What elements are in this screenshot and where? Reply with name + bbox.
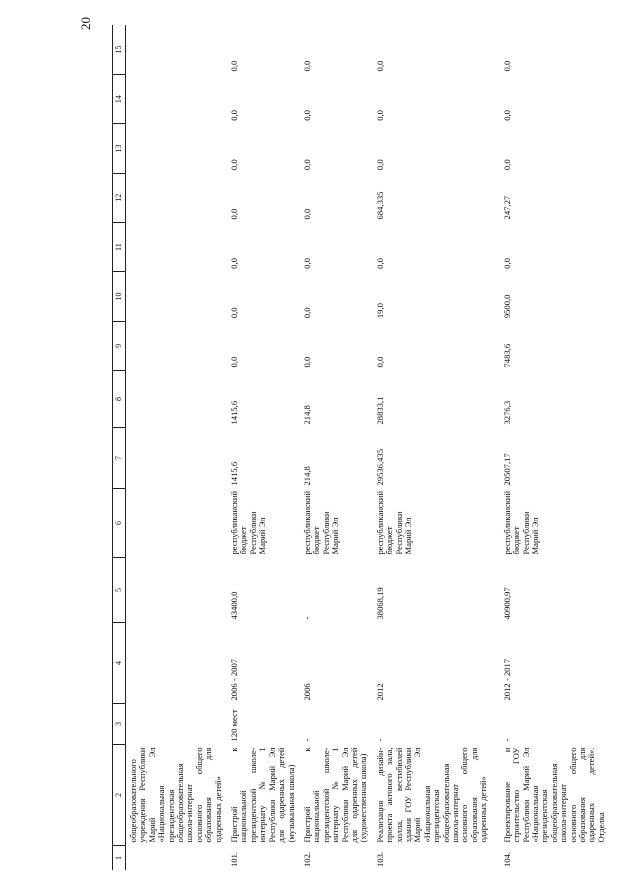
funding-source <box>126 489 228 558</box>
value-cell: 0,0 <box>229 356 240 368</box>
value-cell: 0,0 <box>374 60 385 72</box>
value-cell: 0,0 <box>229 60 240 72</box>
period <box>126 623 228 704</box>
value-cell <box>126 272 228 321</box>
header-cell: 8 <box>113 371 126 428</box>
object-name: Пристрой к национальной президентской школе-интернату № 1 Республики Марий Эл для одаренных детей (музыкальная школа) <box>229 747 296 843</box>
table-row <box>373 25 500 870</box>
value-cell: 1415,6 <box>229 461 240 486</box>
value-cell: 29536,435 <box>374 448 385 486</box>
value-cell <box>126 124 228 173</box>
object-name: Реализация дизайн-проекта актового зала, холла, вестибюлей здания ГОУ Республики Марий Эл «Национальная президентская общеобразовательная школа-интернат основного общего образования для одаренных детей» <box>374 747 489 843</box>
table-row <box>500 25 617 870</box>
header-cell: 6 <box>113 489 126 558</box>
value-cell: 0,0 <box>229 258 240 269</box>
rotated-table-container <box>112 25 606 870</box>
value-cell: 0,0 <box>501 258 512 269</box>
header-cell: 3 <box>113 704 126 745</box>
value-cell <box>126 428 228 489</box>
value-cell: 0,0 <box>501 60 512 72</box>
value-cell: 19,0 <box>374 303 385 319</box>
value-cell: 0,0 <box>501 110 512 121</box>
row-number: 103. <box>374 851 385 867</box>
value-cell: 1415,6 <box>229 400 240 425</box>
value-cell <box>126 371 228 428</box>
value-cell <box>126 173 228 222</box>
value-cell: 0,0 <box>229 110 240 121</box>
header-cell: 9 <box>113 321 126 370</box>
value-cell: 214,8 <box>301 466 312 486</box>
value-cell <box>126 74 228 123</box>
funding-source: республиканский бюджет Республики Марий Эл <box>301 490 341 555</box>
page-number: 20 <box>78 17 93 30</box>
period: 2006 <box>301 683 312 701</box>
header-cell: 2 <box>113 745 126 846</box>
cost: 43400,0 <box>229 591 240 620</box>
row-number: 102. <box>301 851 312 867</box>
value-cell: 0,0 <box>229 208 240 220</box>
funding-source: республиканский бюджет Республики Марий Эл <box>501 490 540 555</box>
value-cell: 0,0 <box>301 159 312 171</box>
period: 2012 - 2017 <box>501 658 512 701</box>
value-cell: 0,0 <box>301 110 312 121</box>
value-cell: 0,0 <box>301 307 312 319</box>
value-cell: 0,0 <box>229 159 240 171</box>
value-cell: 28833,1 <box>374 396 385 425</box>
cost: 40900,97 <box>501 587 512 620</box>
table-row <box>126 25 228 870</box>
value-cell: 0,0 <box>374 110 385 121</box>
value-cell: 684,335 <box>374 191 385 220</box>
capacity: - <box>374 738 385 742</box>
table-row <box>300 25 373 870</box>
value-cell: 0,0 <box>374 356 385 368</box>
value-cell: 20507,17 <box>501 453 512 486</box>
value-cell: 0,0 <box>301 208 312 220</box>
value-cell: 0,0 <box>501 159 512 171</box>
value-cell: 0,0 <box>301 258 312 269</box>
header-cell: 12 <box>113 173 126 222</box>
header-cell: 1 <box>113 846 126 871</box>
value-cell: 0,0 <box>301 60 312 72</box>
header-cell: 4 <box>113 623 126 704</box>
value-cell: 0,0 <box>301 356 312 368</box>
value-cell: 214,8 <box>301 405 312 425</box>
value-cell: 3276,3 <box>501 400 512 425</box>
capacity: - <box>301 738 312 742</box>
value-cell: 7483,6 <box>501 343 512 368</box>
value-cell <box>126 25 228 74</box>
header-cell: 11 <box>113 222 126 271</box>
header-cell: 15 <box>113 25 126 74</box>
object-name: Проектирование и строительство ГОУ Республики Марий Эл «Национальная президентская общеобразовательная школа-интернат основного общего образования для одаренных детей». Отделка <box>501 747 606 843</box>
value-cell: 9500,0 <box>501 294 512 319</box>
value-cell: 0,0 <box>374 258 385 269</box>
table-header-row <box>113 25 126 870</box>
header-cell: 10 <box>113 272 126 321</box>
object-name: Пристрой к национальной президентской школе-интернату № 1 Республики Марий Эл для одаренных детей (художественная школа) <box>301 747 369 843</box>
header-cell: 14 <box>113 74 126 123</box>
row-number: 101. <box>229 851 240 867</box>
row-number <box>126 846 228 871</box>
period: 2012 <box>374 683 385 701</box>
capacity: - <box>501 738 512 742</box>
value-cell <box>126 222 228 271</box>
program-table <box>112 25 617 870</box>
value-cell: 0,0 <box>229 307 240 319</box>
header-cell: 7 <box>113 428 126 489</box>
row-number: 104. <box>501 851 512 867</box>
funding-source: республиканский бюджет Республики Марий Эл <box>229 490 268 555</box>
value-cell: 0,0 <box>374 159 385 171</box>
capacity <box>126 704 228 745</box>
header-cell: 13 <box>113 124 126 173</box>
value-cell: 247,27 <box>501 195 512 220</box>
object-name: общеобразовательного учреждения Республики Марий Эл «Национальная президентская общеобразовательная школа-интернат основного общего образования для одаренных детей» <box>128 747 223 843</box>
cost: 38068,19 <box>374 587 385 620</box>
value-cell <box>126 321 228 370</box>
table-row <box>227 25 300 870</box>
cost: - <box>301 616 312 620</box>
capacity: 120 мест <box>229 709 240 742</box>
funding-source: республиканский бюджет Республики Марий Эл <box>374 490 413 555</box>
period: 2006 - 2007 <box>229 658 240 701</box>
header-cell: 5 <box>113 558 126 623</box>
cost <box>126 558 228 623</box>
